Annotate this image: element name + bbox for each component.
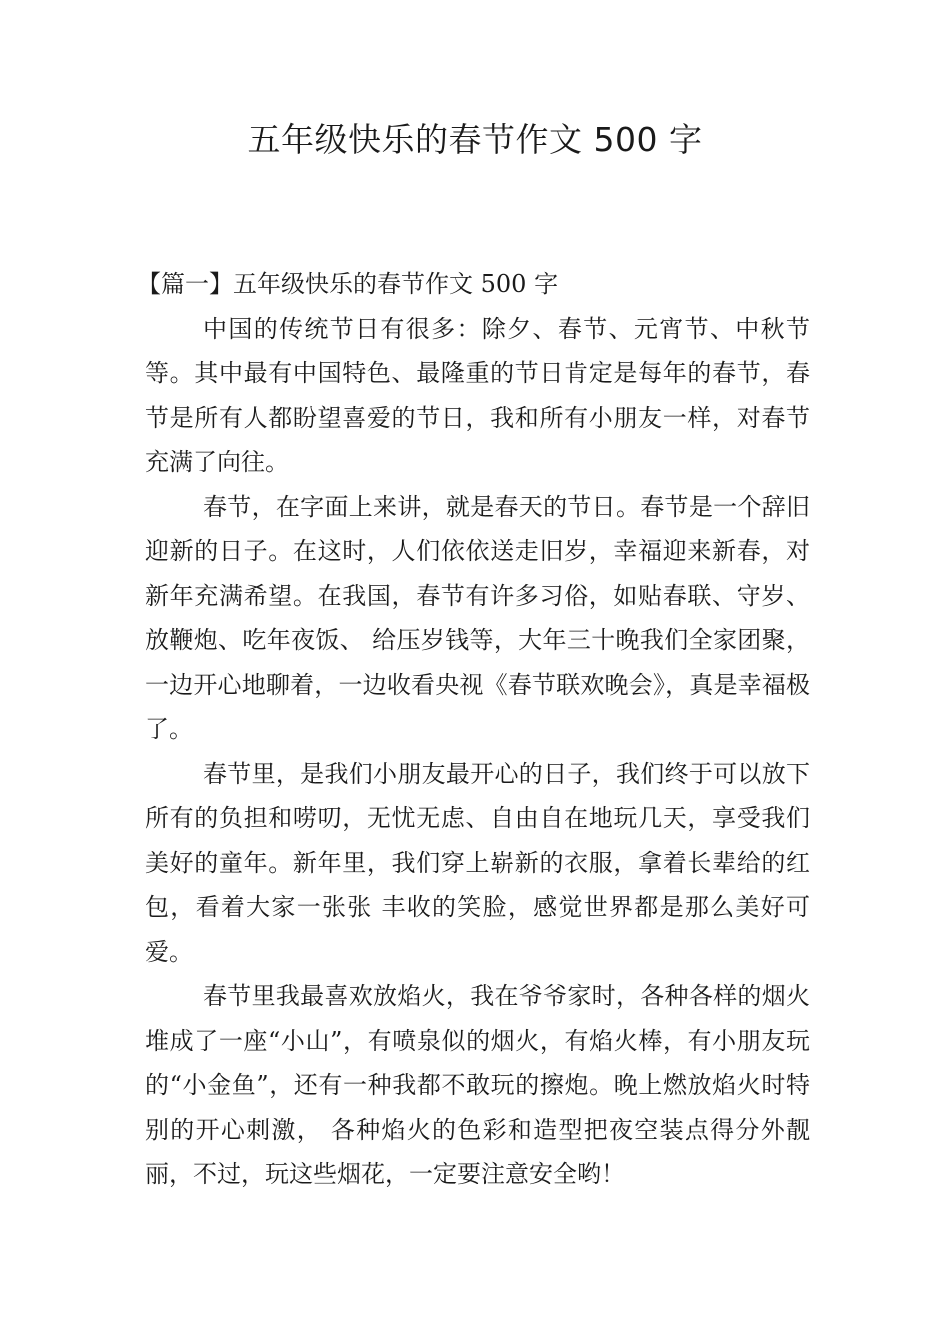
paragraph-3: 春节里，是我们小朋友最开心的日子，我们终于可以放下所有的负担和唠叨，无忧无虑、自由自在地玩几天，享受我们美好的童年。新年里，我们穿上崭新的衣服，拿着长辈给的红包，看着大家一张张 丰收的笑脸，感觉世界都是那么美好可爱。 [145,759,810,966]
document-title: 五年级快乐的春节作文 500 字 [247,120,703,159]
section-heading: 【篇一】五年级快乐的春节作文 500 字 [137,270,559,298]
paragraph-4: 春节里我最喜欢放焰火，我在爷爷家时，各种各样的烟火堆成了一座“小山”，有喷泉似的烟火，有焰火棒，有小朋友玩的“小金鱼”，还有一种我都不敢玩的擦炮。晚上燃放焰火时特别的开心刺激， 各种焰火的色彩和造型把夜空装点得分外靓丽，不过，玩这些烟花，一定要注意安全哟！ [145,982,810,1188]
document-body [137,262,810,1197]
paragraph-1: 中国的传统节日有很多：除夕、春节、元宵节、中秋节等。其中最有中国特色、最隆重的节日肯定是每年的春节，春节是所有人都盼望喜爱的节日，我和所有小朋友一样，对春节充满了向往。 [145,314,810,476]
paragraph-2: 春节，在字面上来讲，就是春天的节日。春节是一个辞旧迎新的日子。在这时，人们依依送走旧岁，幸福迎来新春，对新年充满希望。在我国，春节有许多习俗，如贴春联、守岁、放鞭炮、吃年夜饭、 给压岁钱等，大年三十晚我们全家团聚，一边开心地聊着，一边收看央视《春节联欢晚会》，真是幸福极了。 [145,492,810,743]
